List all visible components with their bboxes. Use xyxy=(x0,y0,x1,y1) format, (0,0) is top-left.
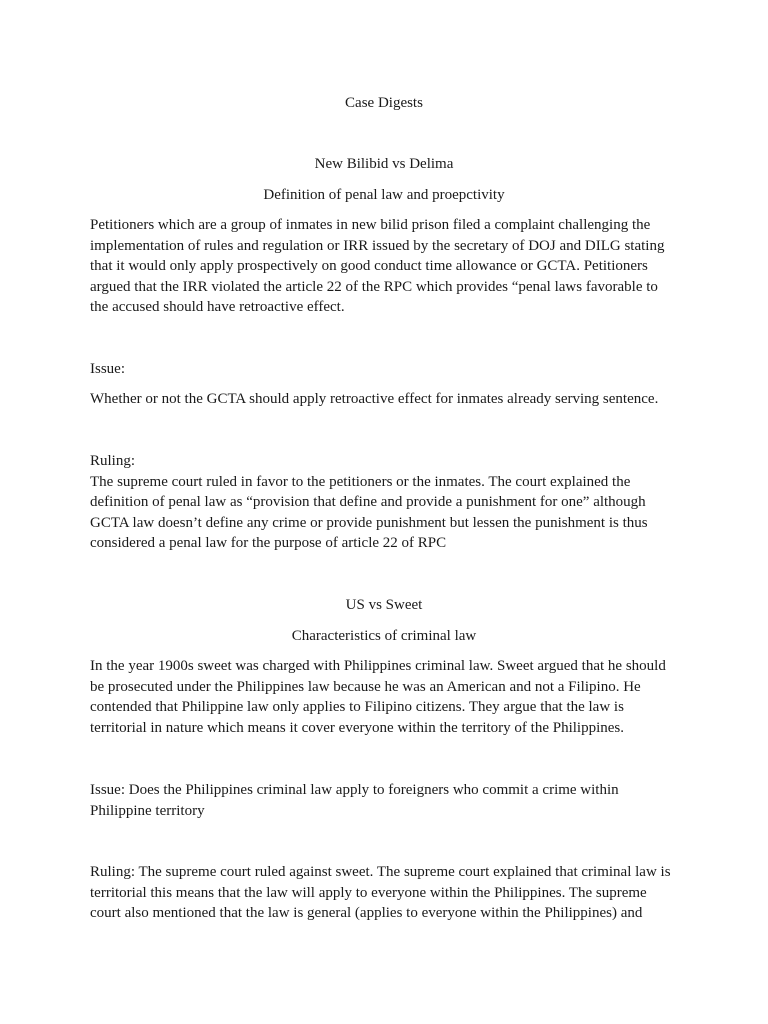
text-line: the accused should have retroactive effect. xyxy=(90,299,345,315)
case2-topic: Characteristics of criminal law xyxy=(291,628,477,644)
text-line: Whether or not the GCTA should apply retroactive effect for inmates already serving sentence. xyxy=(90,391,659,407)
text-line: Ruling: The supreme court ruled against sweet. The supreme court explained that criminal law is xyxy=(90,864,671,880)
text-line: The supreme court ruled in favor to the petitioners or the inmates. The court explained the xyxy=(90,473,631,490)
text-line: Issue: Does the Philippines criminal law apply to foreigners who commit a crime within xyxy=(90,782,619,798)
text-line: that it would only apply prospectively on good conduct time allowance or GCTA. Petitioners xyxy=(90,258,648,274)
case2-issue xyxy=(90,780,680,821)
text-line: implementation of rules and regulation or IRR issued by the secretary of DOJ and DILG stating xyxy=(90,237,665,254)
text-line: Petitioners which are a group of inmates in new bilid prison filed a complaint challenging the xyxy=(90,217,651,233)
document-title: Case Digests xyxy=(345,95,423,111)
text-line: contended that Philippine law only applies to Filipino citizens. They argue that the law is xyxy=(90,699,624,715)
issue-label: Issue: xyxy=(90,361,125,377)
text-line: territorial this means that the law will apply to everyone within the Philippines. The supreme xyxy=(90,884,647,901)
text-line: In the year 1900s sweet was charged with Philippines criminal law. Sweet argued that he should xyxy=(90,658,666,674)
text-line: be prosecuted under the Philippines law because he was an American and not a Filipino. He xyxy=(90,678,641,695)
case1-issue xyxy=(90,389,680,410)
text-line: GCTA law doesn’t define any crime or provide punishment but lessen the punishment is thus xyxy=(90,514,648,531)
case2-facts xyxy=(90,656,680,738)
case1-ruling xyxy=(90,451,680,554)
text-line: court also mentioned that the law is general (applies to everyone within the Philippines) and xyxy=(90,905,643,921)
text-line: argued that the IRR violated the article 22 of the RPC which provides “penal laws favorable to xyxy=(90,278,658,295)
ruling-label: Ruling: xyxy=(90,453,136,469)
case1-topic: Definition of penal law and proepctivity xyxy=(263,187,505,203)
case2-ruling xyxy=(90,862,680,924)
case1-facts xyxy=(90,215,680,318)
text-line: territorial in nature which means it cover everyone within the territory of the Philippines. xyxy=(90,719,625,736)
text-line: definition of penal law as “provision that define and provide a punishment for one” although xyxy=(90,494,646,510)
case1-issue-heading xyxy=(90,359,680,380)
text-line: considered a penal law for the purpose of article 22 of RPC xyxy=(90,535,447,551)
text-line: Philippine territory xyxy=(90,802,205,819)
case1-name: New Bilibid vs Delima xyxy=(314,156,454,172)
case2-name: US vs Sweet xyxy=(345,597,423,613)
